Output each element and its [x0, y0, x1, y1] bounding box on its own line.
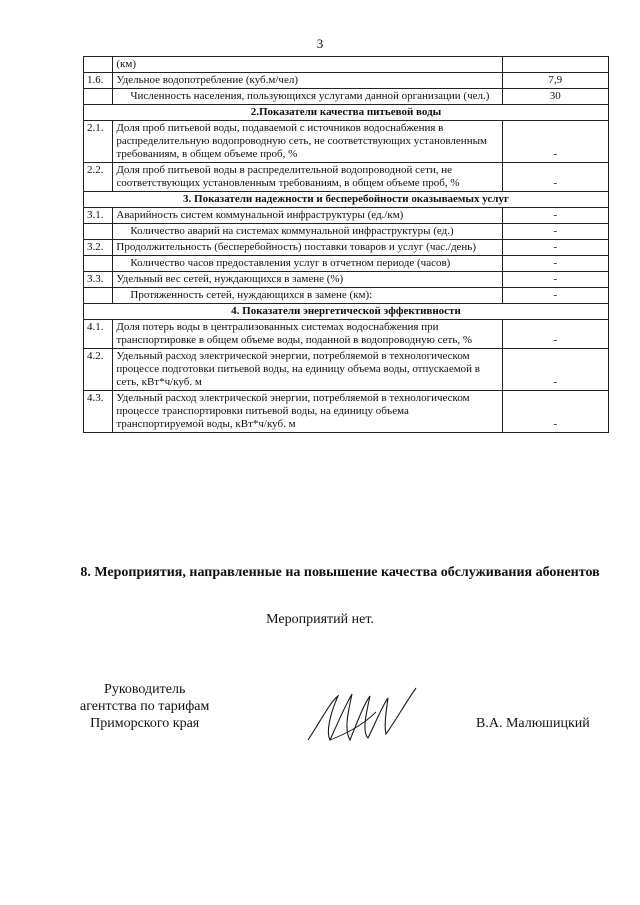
row-value: 7,9 — [502, 73, 608, 89]
row-description: Количество часов предоставления услуг в отчетном периоде (часов) — [113, 256, 502, 272]
table-row — [84, 320, 609, 349]
section-title: 3. Показатели надежности и бесперебойности оказываемых услуг — [84, 192, 609, 208]
row-value: - — [502, 256, 608, 272]
row-value: - — [502, 163, 608, 192]
section-title: 2.Показатели качества питьевой воды — [84, 105, 609, 121]
row-description: (км) — [113, 57, 502, 73]
row-value: - — [502, 272, 608, 288]
row-description: Протяженность сетей, нуждающихся в замене (км): — [113, 288, 502, 304]
table-row — [84, 57, 609, 73]
row-value: - — [502, 320, 608, 349]
row-number: 3.1. — [84, 208, 113, 224]
table-row — [84, 73, 609, 89]
row-number — [84, 288, 113, 304]
table-row — [84, 163, 609, 192]
row-number — [84, 89, 113, 105]
row-description: Удельный расход электрической энергии, потребляемой в технологическом процессе подготовки питьевой воды, на единицу объема воды, отпускаемой в сеть, кВт*ч/куб. м — [113, 349, 502, 391]
row-value: - — [502, 288, 608, 304]
row-description: Доля проб питьевой воды в распределительной водопроводной сети, не соответствующих установленным требованиям, в общем объеме проб, % — [113, 163, 502, 192]
table-row — [84, 240, 609, 256]
row-number: 3.3. — [84, 272, 113, 288]
row-value: 30 — [502, 89, 608, 105]
table-row — [84, 121, 609, 163]
row-value: - — [502, 208, 608, 224]
table-row — [84, 288, 609, 304]
row-number: 4.3. — [84, 391, 113, 433]
row-description: Численность населения, пользующихся услугами данной организации (чел.) — [113, 89, 502, 105]
no-measures-text: Мероприятий нет. — [266, 612, 374, 627]
row-number: 4.1. — [84, 320, 113, 349]
row-number: 2.1. — [84, 121, 113, 163]
table-row — [84, 224, 609, 240]
row-description: Удельный вес сетей, нуждающихся в замене (%) — [113, 272, 502, 288]
table-row — [84, 256, 609, 272]
row-description: Удельный расход электрической энергии, потребляемой в технологическом процессе транспортировки питьевой воды, на единицу объема транспортируемой воды, кВт*ч/куб. м — [113, 391, 502, 433]
section-8-heading: 8. Мероприятия, направленные на повышение качества обслуживания абонентов — [80, 565, 600, 580]
row-description: Доля проб питьевой воды, подаваемой с источников водоснабжения в распределительную водопроводную сеть, не соответствующих установленным требованиям, в общем объеме проб, % — [113, 121, 502, 163]
table-row — [84, 208, 609, 224]
row-value: - — [502, 224, 608, 240]
row-description: Количество аварий на системах коммунальной инфраструктуры (ед.) — [113, 224, 502, 240]
section-title: 4. Показатели энергетической эффективности — [84, 304, 609, 320]
row-description: Аварийность систем коммунальной инфраструктуры (ед./км) — [113, 208, 502, 224]
row-value — [502, 57, 608, 73]
row-value: - — [502, 121, 608, 163]
table-row — [84, 391, 609, 433]
signer-name: В.А. Малюшицкий — [476, 716, 590, 731]
indicators-table — [83, 56, 609, 433]
signatory-line-2: агентства по тарифам — [80, 699, 210, 714]
signatory-title — [80, 681, 209, 732]
section-row — [84, 304, 609, 320]
row-description: Продолжительность (бесперебойность) поставки товаров и услуг (час./день) — [113, 240, 502, 256]
page-number: 3 — [316, 36, 324, 51]
handwritten-signature — [300, 682, 420, 752]
row-number — [84, 57, 113, 73]
table-row — [84, 272, 609, 288]
row-description: Доля потерь воды в централизованных системах водоснабжения при транспортировке в общем объеме воды, поданной в водопроводную сеть, % — [113, 320, 502, 349]
row-number: 2.2. — [84, 163, 113, 192]
row-value: - — [502, 240, 608, 256]
row-number — [84, 224, 113, 240]
row-value: - — [502, 349, 608, 391]
table-row — [84, 89, 609, 105]
table-row — [84, 349, 609, 391]
row-description: Удельное водопотребление (куб.м/чел) — [113, 73, 502, 89]
row-value: - — [502, 391, 608, 433]
signatory-line-3: Приморского края — [90, 716, 200, 731]
section-row — [84, 192, 609, 208]
row-number: 4.2. — [84, 349, 113, 391]
section-row — [84, 105, 609, 121]
row-number: 1.6. — [84, 73, 113, 89]
row-number — [84, 256, 113, 272]
row-number: 3.2. — [84, 240, 113, 256]
signatory-line-1: Руководитель — [104, 682, 186, 697]
